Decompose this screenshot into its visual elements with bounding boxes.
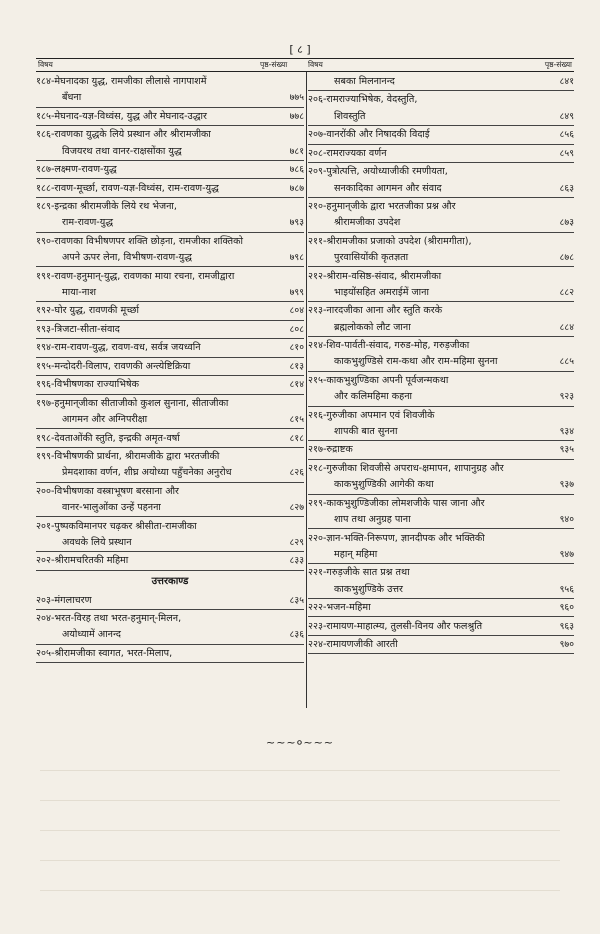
- entry-title-continued: काकभुशुण्डिकी आगेकी कथा: [334, 479, 434, 491]
- toc-entry: [36, 646, 304, 663]
- entry-page-number: ९२३: [559, 391, 574, 403]
- toc-entry: [36, 449, 304, 483]
- toc-entry: [36, 234, 304, 268]
- entry-page-number: ८३५: [289, 594, 304, 606]
- entry-page-number: ७८१: [289, 145, 304, 157]
- entry-title-continued: वानर-भालुओंका उन्हें पहनना: [62, 502, 161, 514]
- entry-title: २२३-रामायण-माहात्म्य, तुलसी-विनय और फलश्रुति: [308, 620, 483, 632]
- toc-entry: [308, 373, 574, 407]
- toc-entry: [36, 484, 304, 518]
- toc-entry: [36, 359, 304, 376]
- toc-entry: [308, 74, 574, 91]
- right-entry-list: [308, 74, 574, 654]
- entry-title: १८७-लक्ष्मण-रावण-युद्ध: [36, 164, 117, 176]
- entry-title: १८९-इन्द्रका श्रीरामजीके लिये रथ भेजना,: [36, 201, 177, 213]
- entry-page-number: ८८२: [559, 286, 574, 298]
- entry-title: २२४-रामायणजीकी आरती: [308, 639, 398, 651]
- entry-page-number: ८१८: [289, 432, 304, 444]
- toc-entry: [36, 199, 304, 233]
- toc-entry: [308, 92, 574, 126]
- entry-page-number: ८२९: [289, 536, 304, 548]
- entry-title: २०७-वानरोंकी और निषादकी विदाई: [308, 129, 430, 141]
- entry-title-continued: विजयरथ तथा वानर-राक्षसोंका युद्ध: [62, 145, 182, 157]
- entry-title-continued: अवधके लिये प्रस्थान: [62, 536, 132, 548]
- entry-title-continued: काकभुशुण्डिके उत्तर: [334, 583, 403, 595]
- entry-title: २१६-गुरुजीका अपमान एवं शिवजीके: [308, 409, 435, 421]
- entry-page-number: ९५६: [559, 583, 574, 595]
- entry-title: १८६-रावणका युद्धके लिये प्रस्थान और श्रीरामजीका: [36, 129, 211, 141]
- toc-entry: [308, 127, 574, 144]
- entry-title: २०१-पुष्पकविमानपर चढ़कर श्रीसीता-रामजीका: [36, 520, 197, 532]
- entry-title: २१४-शिव-पार्वती-संवाद, गरुड-मोह, गरुड़जीका: [308, 340, 470, 352]
- entry-page-number: ८७३: [559, 217, 574, 229]
- toc-entry: [36, 109, 304, 126]
- entry-title: १९६-विभीषणका राज्याभिषेक: [36, 379, 139, 391]
- header-right-page: पृष्ठ-संख्या: [544, 60, 572, 69]
- header-left-subject: विषय: [38, 60, 53, 69]
- left-entry-list-2: [36, 593, 304, 664]
- toc-entry: [36, 181, 304, 198]
- section-title: उत्तरकाण्ड: [151, 575, 189, 587]
- entry-page-number: ७७५: [289, 92, 304, 104]
- toc-entry: [36, 269, 304, 303]
- entry-title-continued: सनकादिका आगमन और संवाद: [334, 182, 442, 194]
- entry-page-number: ८५६: [559, 129, 574, 141]
- entry-page-number: ८४१: [559, 76, 574, 87]
- entry-title-continued: महान् महिमा: [334, 548, 378, 560]
- entry-page-number: ९३५: [559, 444, 574, 456]
- entry-title: १८४-मेघनादका युद्ध, रामजीका लीलासे नागपाशमें: [36, 76, 207, 87]
- toc-entry: [308, 408, 574, 442]
- toc-entry: [36, 611, 304, 645]
- entry-title-continued: शापकी बात सुनना: [334, 426, 398, 437]
- bleed-through-line: [40, 860, 560, 861]
- toc-entry: [308, 565, 574, 599]
- entry-title-continued: काकभुशुण्डिसे राम-कथा और राम-महिमा सुनना: [334, 356, 498, 368]
- entry-title-continued: राम-रावण-युद्ध: [62, 217, 113, 229]
- entry-title: २१७-रुद्राष्टक: [308, 444, 353, 456]
- entry-title: २२१-गरुड़जीके सात प्रश्न तथा: [308, 567, 410, 579]
- entry-title: १८८-रावण-मूर्च्छा, रावण-यज्ञ-विध्वंस, राम-रावण-युद्ध: [36, 182, 219, 194]
- entry-title: २११-श्रीरामजीका प्रजाको उपदेश (श्रीरामगीता),: [308, 235, 472, 247]
- entry-title: २०३-मंगलाचरण: [36, 594, 92, 606]
- entry-title-continued: प्रेमदशाका वर्णन, शीघ्र अयोध्या पहुँचनेका अनुरोध: [62, 467, 232, 479]
- entry-title: १९२-घोर युद्ध, रावणकी मूर्च्छा: [36, 305, 139, 317]
- header-right-subject: विषय: [308, 60, 323, 69]
- toc-entry: [308, 531, 574, 565]
- entry-title: २०६-रामराज्याभिषेक, वेदस्तुति,: [308, 94, 418, 106]
- toc-entry: [36, 431, 304, 448]
- toc-entry: [36, 377, 304, 394]
- left-column: [36, 74, 304, 664]
- entry-page-number: ७८७: [289, 182, 304, 194]
- toc-entry: [308, 164, 574, 198]
- entry-page-number: ८८५: [559, 356, 574, 368]
- page-number: [ ८ ]: [289, 43, 311, 56]
- entry-page-number: ८१५: [289, 414, 304, 426]
- entry-page-number: ८८४: [559, 321, 574, 333]
- entry-page-number: ८७८: [559, 252, 574, 264]
- entry-page-number: ८६३: [559, 182, 574, 194]
- toc-entry: [308, 461, 574, 495]
- entry-title-continued: आगमन और अग्निपरीक्षा: [62, 414, 148, 426]
- toc-entry: [36, 322, 304, 339]
- toc-entry: [308, 199, 574, 233]
- toc-entry: [36, 553, 304, 570]
- bleed-through-line: [40, 830, 560, 831]
- table-header: [36, 58, 574, 72]
- entry-title-continued: पुरवासियोंकी कृतज्ञता: [334, 252, 409, 264]
- left-entry-list: [36, 74, 304, 571]
- entry-page-number: ८०४: [289, 305, 304, 317]
- entry-page-number: ७९९: [289, 286, 304, 298]
- toc-entry: [308, 619, 574, 636]
- toc-entry: [36, 593, 304, 610]
- toc-entry: [308, 600, 574, 617]
- entry-page-number: ८२६: [289, 467, 304, 479]
- entry-title-continued: अपने ऊपर लेना, विभीषण-रावण-युद्ध: [62, 252, 192, 264]
- entry-page-number: ८१०: [289, 342, 304, 354]
- entry-page-number: ९४७: [559, 548, 574, 560]
- entry-page-number: ८४९: [559, 110, 574, 122]
- entry-title: २१८-गुरुजीका शिवजीसे अपराध-क्षमापन, शापानुग्रह और: [308, 462, 504, 474]
- entry-title: १९८-देवताओंकी स्तुति, इन्द्रकी अमृत-वर्षा: [36, 432, 180, 444]
- toc-entry: [36, 303, 304, 320]
- entry-title-continued: शाप तथा अनुग्रह पाना: [334, 514, 411, 526]
- toc-entry: [36, 162, 304, 179]
- entry-title: २१५-काकभुशुण्डिका अपनी पूर्वजन्मकथा: [308, 374, 449, 386]
- entry-title: २१३-नारदजीका आना और स्तुति करके: [308, 305, 443, 317]
- entry-title: २०८-रामराज्यका वर्णन: [308, 147, 387, 159]
- toc-entry: [36, 127, 304, 161]
- toc-entry: [308, 303, 574, 337]
- toc-entry: [308, 496, 574, 530]
- entry-title: १९३-त्रिजटा-सीता-संवाद: [36, 323, 120, 335]
- entry-title: १९५-मन्दोदरी-विलाप, रावणकी अन्त्येष्टिक्रिया: [36, 360, 191, 372]
- entry-page-number: ७९८: [289, 252, 304, 264]
- bleed-through-line: [40, 770, 560, 771]
- toc-entry: [36, 396, 304, 430]
- entry-title: २२०-ज्ञान-भक्ति-निरूपण, ज्ञानदीपक और भक्तिकी: [308, 532, 485, 544]
- entry-title: २००-विभीषणका वस्त्राभूषण बरसाना और: [36, 485, 179, 497]
- entry-title-continued: ब्रह्मलोकको लौट जाना: [334, 321, 411, 333]
- entry-title: २०२-श्रीरामचरितकी महिमा: [36, 555, 129, 567]
- entry-title: १९४-राम-रावण-युद्ध, रावण-वध, सर्वत्र जयध्वनि: [36, 342, 201, 354]
- entry-title: २१९-काकभुशुण्डिजीका लोमशजीके पास जाना और: [308, 497, 485, 509]
- entry-page-number: ९३४: [559, 426, 574, 437]
- entry-page-number: ९७०: [559, 639, 574, 651]
- entry-title-continued: शिवस्तुति: [334, 110, 366, 122]
- toc-entry: [36, 74, 304, 108]
- entry-title-continued: सबका मिलनानन्द: [334, 76, 395, 87]
- entry-title: १९१-रावण-हनुमान्-युद्ध, रावणका माया रचना, रामजीद्वारा: [36, 270, 235, 282]
- entry-title: २२२-भजन-महिमा: [308, 602, 371, 614]
- entry-title-continued: भाइयोंसहित अमराईमें जाना: [334, 286, 429, 298]
- entry-title: २०९-पुत्रोत्पत्ति, अयोध्याजीकी रमणीयता,: [308, 166, 448, 178]
- entry-page-number: ८१३: [289, 360, 304, 372]
- entry-title-continued: माया-नाश: [62, 286, 97, 298]
- column-divider: [306, 72, 307, 708]
- toc-entry: [36, 519, 304, 553]
- right-column: [308, 74, 574, 656]
- entry-page-number: ७९३: [289, 217, 304, 229]
- entry-title: २०४-भरत-विरह तथा भरत-हनुमान्-मिलन,: [36, 613, 182, 625]
- entry-page-number: ८२७: [289, 502, 304, 514]
- entry-title-continued: और कलिमहिमा कहना: [334, 391, 413, 403]
- toc-entry: [308, 338, 574, 372]
- toc-entry: [308, 269, 574, 303]
- entry-page-number: ८१४: [289, 379, 304, 391]
- entry-title-continued: बँधना: [62, 92, 82, 104]
- entry-title-continued: श्रीरामजीका उपदेश: [334, 217, 401, 229]
- ornament: ~~~०~~~: [265, 736, 335, 749]
- entry-page-number: ९४०: [559, 514, 574, 526]
- entry-page-number: ९६३: [559, 620, 574, 632]
- entry-title: २०५-श्रीरामजीका स्वागत, भरत-मिलाप,: [36, 647, 173, 659]
- toc-entry: [308, 146, 574, 163]
- entry-title: १९७-हनुमान्‌जीका सीताजीको कुशल सुनाना, सीताजीका: [36, 397, 229, 409]
- entry-page-number: ९६०: [559, 602, 574, 614]
- entry-page-number: ८३३: [289, 555, 304, 567]
- entry-page-number: ७७८: [289, 110, 304, 122]
- entry-title: २१०-हनुमान्‌जीके द्वारा भरतजीका प्रश्न और: [308, 201, 456, 213]
- entry-page-number: ८०८: [289, 323, 304, 335]
- header-left-page: पृष्ठ-संख्या: [260, 60, 288, 69]
- toc-entry: [308, 442, 574, 459]
- entry-page-number: ८५९: [559, 147, 574, 159]
- entry-title-continued: अयोध्यामें आनन्द: [62, 629, 122, 641]
- entry-page-number: ९३७: [559, 479, 574, 491]
- entry-title: १८५-मेघनाद-यज्ञ-विध्वंस, युद्ध और मेघनाद-उद्धार: [36, 110, 207, 122]
- entry-title: २१२-श्रीराम-वसिष्ठ-संवाद, श्रीरामजीका: [308, 270, 442, 282]
- bleed-through-line: [40, 890, 560, 891]
- toc-entry: [36, 340, 304, 357]
- toc-entry: [308, 234, 574, 268]
- entry-page-number: ७८६: [289, 164, 304, 176]
- bleed-through-line: [40, 800, 560, 801]
- entry-title: १९०-रावणका विभीषणपर शक्ति छोड़ना, रामजीका शक्तिको: [36, 235, 244, 247]
- entry-page-number: ८३६: [289, 629, 304, 641]
- toc-entry: [308, 637, 574, 654]
- entry-title: १९९-विभीषणकी प्रार्थना, श्रीरामजीके द्वारा भरतजीकी: [36, 451, 220, 463]
